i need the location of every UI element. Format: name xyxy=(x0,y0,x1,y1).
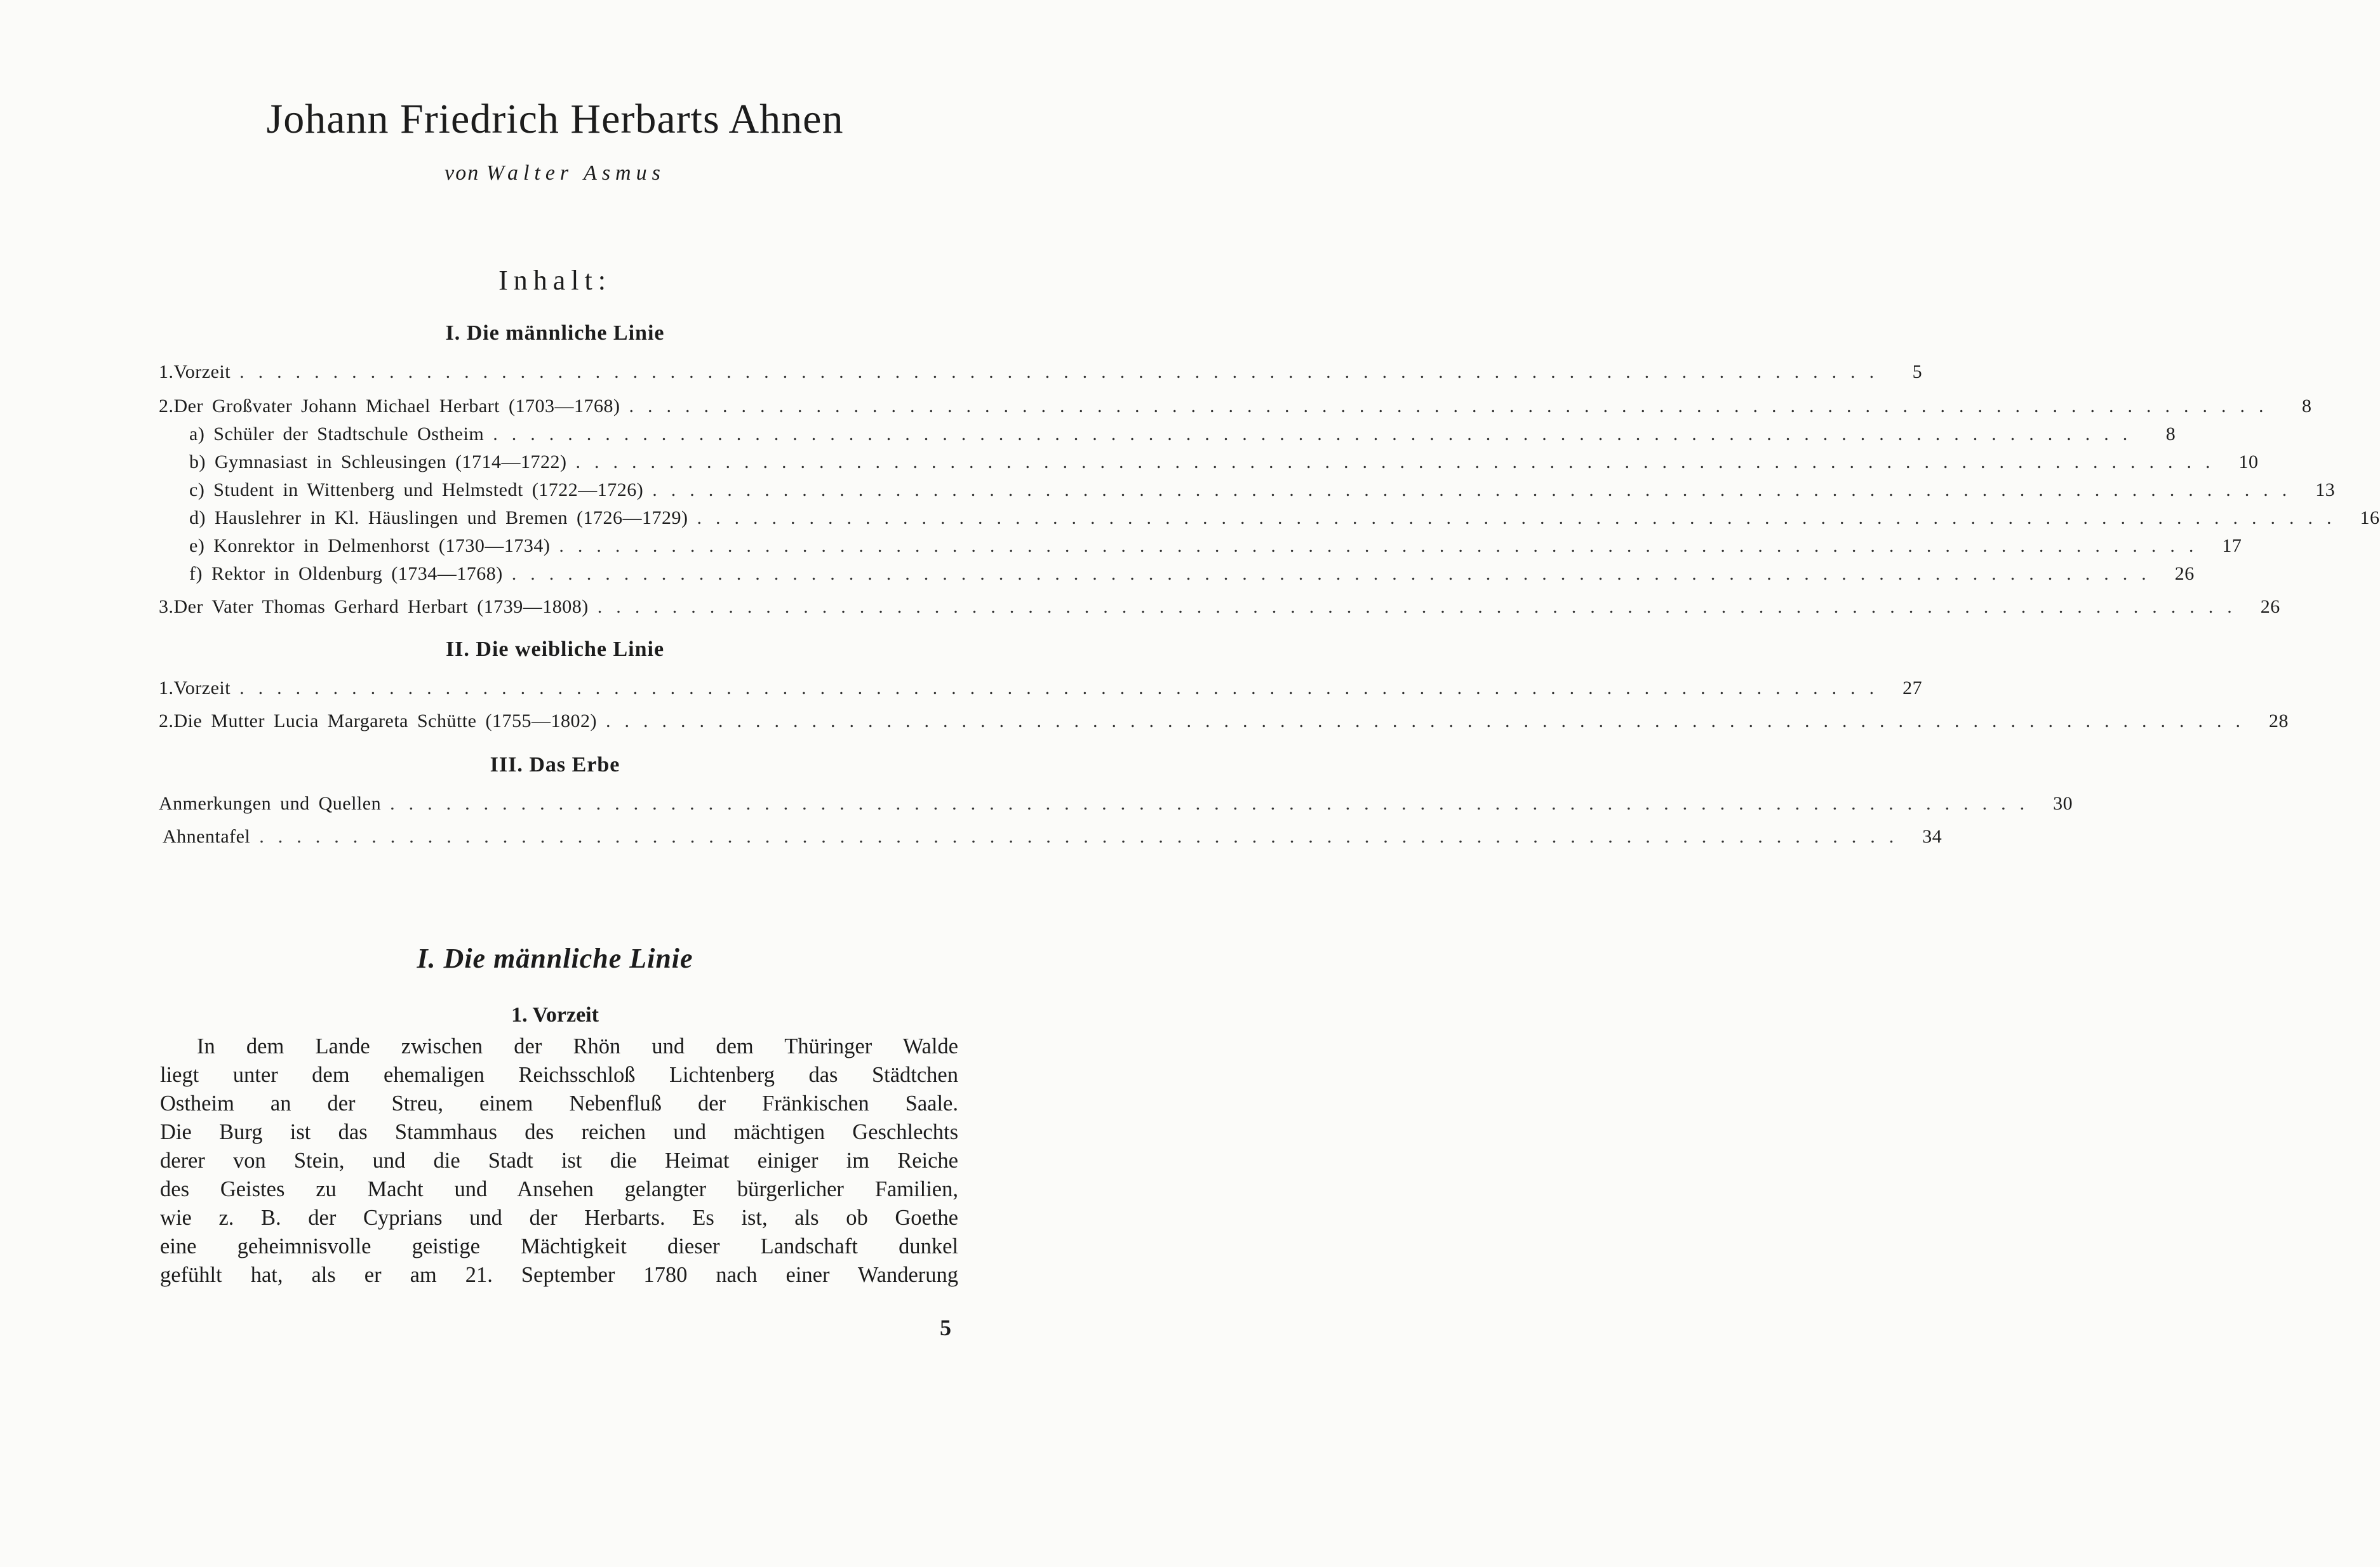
toc-entry[interactable] xyxy=(159,791,2073,817)
author-prefix: von xyxy=(445,161,480,185)
toc-entry[interactable]: 3. Der Vater Thomas Gerhard Herbart (1739—1808) ........................................................................................ 26 xyxy=(159,594,951,620)
toc-leader-dots: ........................................................................................ xyxy=(697,507,2346,528)
toc-entry-text: Vorzeit xyxy=(173,361,231,382)
toc-entry-page: 26 xyxy=(2260,596,2280,617)
toc-entry-page: 8 xyxy=(2165,423,2176,444)
toc-entry-text: Der Großvater Johann Michael Herbart (1703—1768) xyxy=(173,396,620,417)
author-name: Walter Asmus xyxy=(486,161,665,185)
toc-leader-dots: ........................................................................................ xyxy=(390,793,2039,814)
toc-entry-text: e) Konrektor in Delmenhorst (1730—1734) xyxy=(189,535,551,556)
text-line: wie z. B. der Cyprians und der Herbarts. Es ist, als ob Goethe xyxy=(160,1206,958,1230)
body-paragraph xyxy=(160,1032,958,1290)
toc-leader-dots: ........................................................................................ xyxy=(493,423,2142,444)
toc-entry-text: d) Hauslehrer in Kl. Häuslingen und Bremen (1726—1729) xyxy=(189,507,688,528)
toc-entry-text: Der Vater Thomas Gerhard Herbart (1739—1808) xyxy=(173,596,589,617)
toc-entry[interactable] xyxy=(189,450,2259,475)
toc-entry[interactable] xyxy=(189,422,2176,447)
toc-entry-text: a) Schüler der Stadtschule Ostheim xyxy=(189,423,485,444)
toc-leader-dots: ........................................................................................ xyxy=(239,361,1889,382)
toc-section-heading-1: I. Die männliche Linie xyxy=(445,321,665,345)
toc-entry[interactable] xyxy=(189,505,2380,531)
toc-leader-dots: ........................................................................................ xyxy=(575,451,2224,472)
toc-entry[interactable] xyxy=(189,533,2242,559)
toc-entry-page: 30 xyxy=(2053,793,2073,814)
toc-entry[interactable] xyxy=(163,824,1942,850)
text-line: des Geistes zu Macht und Ansehen gelangter bürgerlicher Familien, xyxy=(160,1177,958,1201)
toc-entry-page: 28 xyxy=(2268,710,2289,731)
body-section-heading: I. Die männliche Linie xyxy=(417,943,693,974)
toc-section-heading-2: II. Die weibliche Linie xyxy=(445,637,665,661)
body-subsection-heading: 1. Vorzeit xyxy=(511,1003,599,1027)
toc-leader-dots: ........................................................................................ xyxy=(652,479,2301,500)
toc-entry-text: b) Gymnasiast in Schleusingen (1714—1722) xyxy=(189,451,567,472)
toc-entry[interactable]: 2. Die Mutter Lucia Margareta Schütte (1755—1802) ........................................................................................ 28 xyxy=(159,709,951,734)
toc-section-heading-3: III. Das Erbe xyxy=(490,753,620,777)
toc-entry-text: Anmerkungen und Quellen xyxy=(159,793,382,814)
toc-heading: Inhalt: xyxy=(498,265,612,296)
toc-leader-dots: ........................................................................................ xyxy=(511,563,2160,584)
toc-entry-page: 26 xyxy=(2174,563,2195,584)
toc-entry-page: 27 xyxy=(1902,677,1923,698)
toc-entry-page: 8 xyxy=(2301,396,2312,417)
toc-entry-text: Ahnentafel xyxy=(163,826,251,847)
toc-entry-page: 13 xyxy=(2315,479,2336,500)
toc-entry-text: f) Rektor in Oldenburg (1734—1768) xyxy=(189,563,503,584)
text-line: Die Burg ist das Stammhaus des reichen und mächtigen Geschlechts xyxy=(160,1120,958,1144)
toc-leader-dots: ........................................................................................ xyxy=(597,596,2246,617)
text-line: derer von Stein, und die Stadt ist die Heimat einiger im Reiche xyxy=(160,1149,958,1173)
toc-leader-dots: ........................................................................................ xyxy=(629,396,2278,417)
article-title: Johann Friedrich Herbarts Ahnen xyxy=(266,96,844,142)
toc-entry-page: 10 xyxy=(2238,451,2259,472)
toc-entry-page: 17 xyxy=(2222,535,2242,556)
toc-leader-dots: ........................................................................................ xyxy=(559,535,2208,556)
toc-entry-page: 5 xyxy=(1912,361,1923,382)
text-line: In dem Lande zwischen der Rhön und dem Thüringer Walde xyxy=(197,1034,958,1058)
text-line: Ostheim an der Streu, einem Nebenfluß der Fränkischen Saale. xyxy=(160,1091,958,1116)
toc-entry-text: Vorzeit xyxy=(173,677,231,698)
author-line xyxy=(0,161,1110,185)
toc-entry[interactable] xyxy=(189,561,2195,587)
toc-entry[interactable]: 2. Der Großvater Johann Michael Herbart (1703—1768) ........................................................................................ 8 xyxy=(159,394,951,419)
toc-entry[interactable]: 1. Vorzeit ........................................................................................ 27 xyxy=(159,676,951,701)
toc-leader-dots: ........................................................................................ xyxy=(239,677,1889,698)
text-line: eine geheimnisvolle geistige Mächtigkeit dieser Landschaft dunkel xyxy=(160,1234,958,1258)
toc-entry-page: 34 xyxy=(1922,826,1942,847)
toc-entry[interactable] xyxy=(189,477,2336,503)
toc-entry-text: c) Student in Wittenberg und Helmstedt (1722—1726) xyxy=(189,479,644,500)
toc-leader-dots: ........................................................................................ xyxy=(605,710,2254,731)
toc-leader-dots: ........................................................................................ xyxy=(259,826,1908,847)
text-line: gefühlt hat, als er am 21. September 1780 nach einer Wanderung xyxy=(160,1263,958,1287)
text-line: liegt unter dem ehemaligen Reichsschloß Lichtenberg das Städtchen xyxy=(160,1063,958,1087)
toc-entry-page: 16 xyxy=(2360,507,2380,528)
page-number: 5 xyxy=(940,1315,951,1340)
toc-entry-text: Die Mutter Lucia Margareta Schütte (1755—1802) xyxy=(173,710,597,731)
toc-entry[interactable]: 1. Vorzeit ........................................................................................ 5 xyxy=(159,359,951,385)
